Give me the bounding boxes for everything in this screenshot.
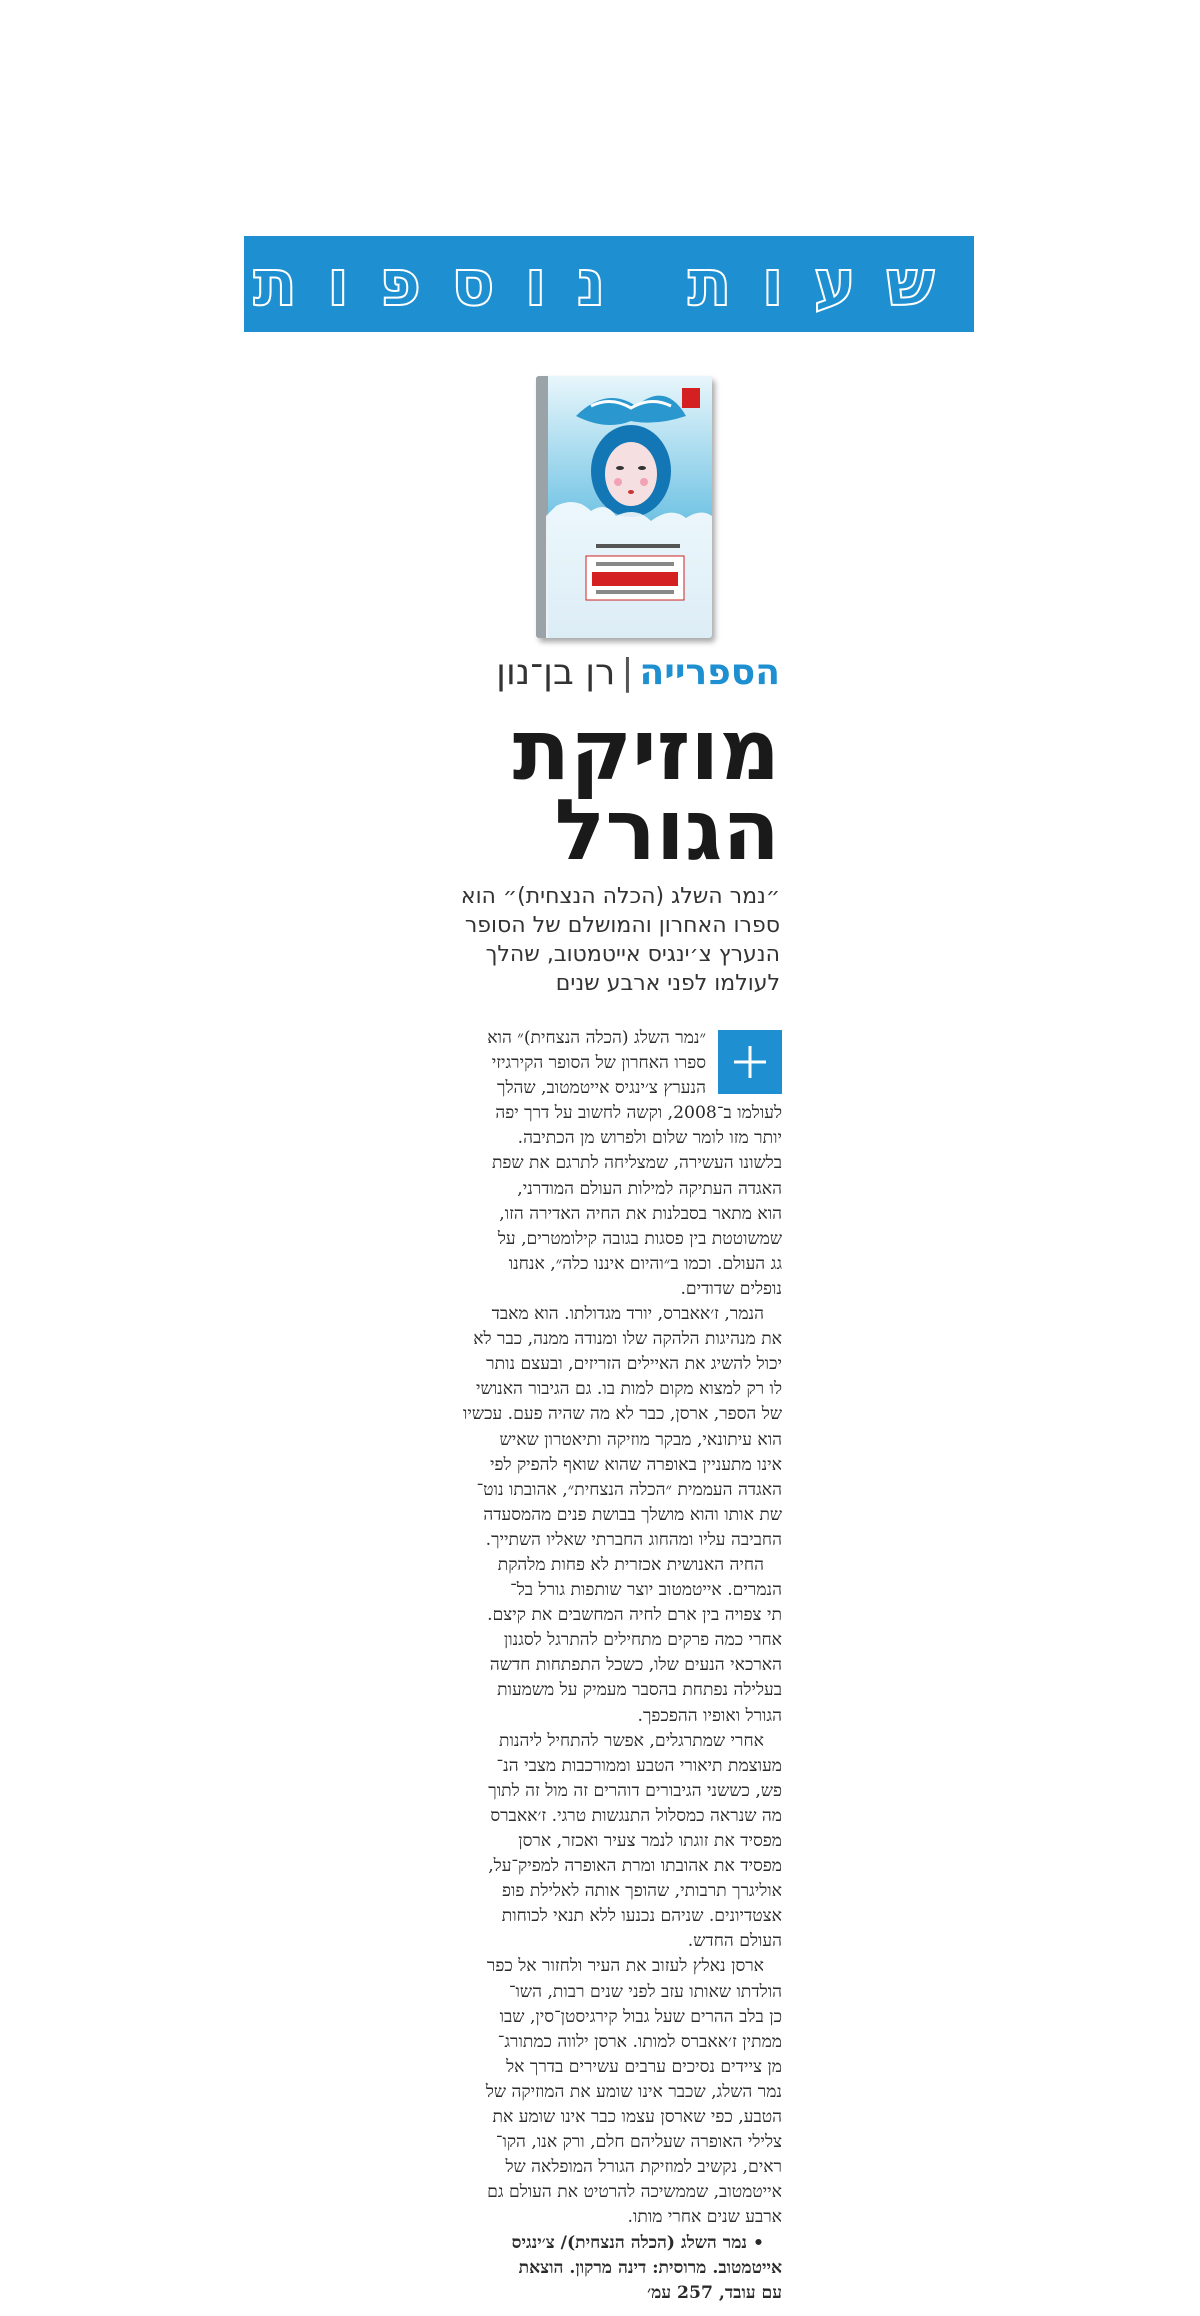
body-line: נמר השלג, שכבר אינו שומע את המוזיקה של (485, 2081, 782, 2102)
body-line: הולדתו שאותו עזב לפני שנים רבות, השו־ (508, 1981, 782, 2002)
body-line: ראים, נקשיב למוזיקת הגורל המופלאה של (505, 2157, 782, 2178)
body-line: האגדה העממית ״הכלה הנצחית״, אהובתו נוט־ (476, 1479, 782, 1500)
body-line: הנמרים. אייטמטוב יוצר שותפות גורל בל־ (510, 1580, 782, 1601)
body-line: הנמר, ז׳אאברס, יורד מגדולתו. הוא מאבד (491, 1304, 764, 1325)
body-line: של הספר, ארסן, כבר לא מה שהיה פעם. עכשיו (463, 1404, 782, 1425)
body-line: ספרו האחרון של הסופר הקירגיזי (491, 1053, 706, 1074)
body-line: בלשונו העשירה, שמצליחה לתרגם את שפת (491, 1153, 782, 1174)
section-banner (244, 236, 974, 332)
headline-line: הגורל (554, 781, 780, 879)
body-line: מפסיד את אהובתו ומרת האופרה למפיק־על, (488, 1856, 782, 1877)
body-line: האגדה העתיקה למילות העולם המודרני, (517, 1178, 782, 1199)
body-line: העולם החדש. (687, 1931, 782, 1952)
book-cover (536, 376, 712, 638)
body-line: אחרי שמתרגלים, אפשר להתחיל ליהנות (499, 1730, 764, 1751)
body-line: הוא מתאר בסבלנות את החיה האדירה הזו, (499, 1203, 782, 1224)
body-line: שמשוטטת בין פסגות בגובה קילומטרים, על (497, 1228, 782, 1249)
body-line: שת אותו והוא מושלך בבושת פנים מהמסעדה (483, 1504, 782, 1525)
body-line: בעלילה נפתחת בהסבר מעמיק על משמעות (497, 1680, 782, 1701)
body-line: אינו מתעניין באופרה שהוא שואף להפיק לפי (489, 1454, 782, 1475)
body-line: אחרי כמה פרקים מתחילים להתרגל לסגנון (503, 1630, 782, 1651)
body-line: מה שנראה כמסלול התנגשות טרגי. ז׳אאברס (490, 1805, 782, 1826)
byline-separator: | (621, 652, 634, 693)
body-line: צלילי האופרה שעליהם חלם, ורק אנו, הקו־ (495, 2132, 782, 2153)
body-line: אצטדיונים. שניהם נכנעו ללא תנאי לכוחות (501, 1906, 782, 1927)
body-line: הוא עיתונאי, מבקר מוזיקה ותיאטרון שאיש (499, 1429, 782, 1450)
body-line: מפסיד את זוגתו לנמר צעיר ואכזר, ארסן (518, 1831, 782, 1851)
body-line: אייטמטוב, שממשיכה להרטיט את העולם גם (487, 2182, 782, 2203)
body-line: החיה האנושית אכזרית לא פחות מלהקת (497, 1554, 764, 1575)
book-cover-illustration-icon (536, 376, 712, 638)
body-line: אוליגרך תרבותי, שהופך אותה לאלילת פופ (501, 1881, 782, 1902)
body-line: ארבע שנים אחרי מותו. (627, 2207, 782, 2228)
headline-line: מוזיקת (512, 701, 780, 799)
subtitle-line: ״נמר השלג (הכלה הנצחית)״ הוא (460, 884, 780, 909)
body-line: ארסן נאלץ לעזוב את העיר ולחזור אל כפר (486, 1956, 764, 1977)
author-name: רן בן־נון (496, 652, 616, 693)
subtitle-line: לעולמו לפני ארבע שנים (555, 971, 780, 996)
body-line: הטבע, כפי שארסן עצמו כבר אינו שומע את (492, 2107, 782, 2128)
body-line: פש, כששני הגיבורים דוהרים זה מול זה לתוך (488, 1780, 782, 1801)
body-line: הנערץ צ׳ינגיס אייטמטוב, שהלך (497, 1078, 706, 1099)
book-credit-line: עם עובד, 257 עמ׳ (647, 2282, 782, 2303)
section-name: הספרייה (639, 652, 780, 693)
body-line: גג העולם. וכמו ב״והיום איננו כלה״, אנחנו (508, 1253, 782, 1274)
banner-title: שעות נוספות (253, 247, 965, 321)
body-line: מן ציידים נסיכים ערבים עשירים בדרך אל (506, 2056, 782, 2077)
body-line: הגורל ואופיו ההפכפך. (637, 1705, 782, 1726)
body-line: ״נמר השלג (הכלה הנצחית)״ הוא (487, 1028, 706, 1048)
body-line: ממתין ז׳אאברס למותו. ארסן ילווה כמתורג־ (497, 2031, 782, 2052)
book-credit-line: אייטמטוב. מרוסית: דינה מרקון. הוצאת (518, 2257, 782, 2278)
body-line: לעולמו ב־2008, וקשה לחשוב על דרך יפה (495, 1103, 782, 1124)
body-line: תי צפויה בין ארם לחיה המחשבים את קיצם. (487, 1605, 782, 1626)
body-line: הארכאי הנעים שלו, כשכל התפתחות חדשה (489, 1655, 782, 1676)
subtitle-line: ספרו האחרון והמושלם של הסופר (464, 913, 780, 938)
subtitle (440, 882, 780, 998)
body-line: כן בלב ההרים שעל גבול קירגיסטן־סין, שבו (499, 2006, 782, 2027)
body-line: לו רק למצוא מקום למות בו. גם הגיבור האנושי (476, 1379, 782, 1400)
book-credit-line: • נמר השלג (הכלה הנצחית)/ צ׳ינגיס (511, 2232, 764, 2253)
body-line: את מנהיגות הלהקה שלו ומנודה ממנה, כבר לא (473, 1329, 782, 1350)
headline (440, 701, 780, 879)
subtitle-line: הנערץ צ׳ינגיס אייטמטוב, שהלך (485, 942, 780, 967)
body-line: נופלים שדודים. (680, 1278, 782, 1299)
byline (440, 652, 780, 693)
body-line: יכול להשיג את האיילים הזריזים, ובעצם נותר (486, 1354, 782, 1375)
body-line: יותר מזו לומר שלום ולפרוש מן הכתיבה. (517, 1128, 782, 1149)
body-line: החביבה עליו ומהחוג החברתי שאליו השתייך. (485, 1529, 782, 1550)
body-line: מעוצמת תיאורי הטבע וממורכבות מצבי הנ־ (496, 1755, 782, 1776)
article-body (444, 1026, 782, 2306)
